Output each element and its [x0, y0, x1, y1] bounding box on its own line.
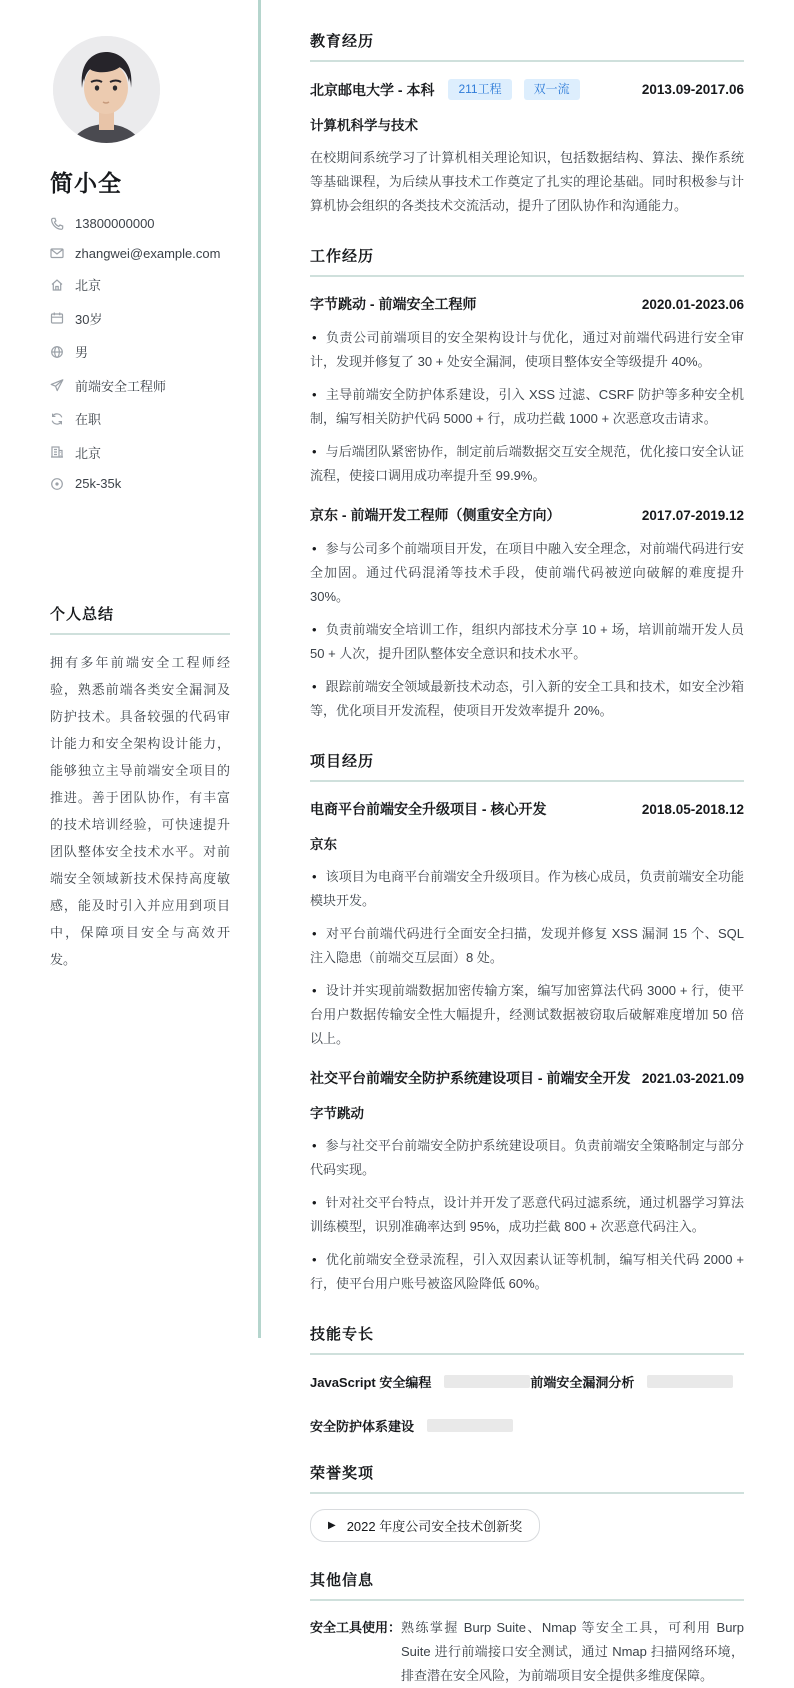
- status-icon: [50, 412, 64, 426]
- salary-icon: [50, 477, 64, 491]
- job-entry: [310, 505, 744, 723]
- other-text: 熟练掌握 Burp Suite、Nmap 等安全工具，可利用 Burp Suite 进行前端接口安全测试，通过 Nmap 扫描网络环境，排查潜在安全风险，为前端项目安全提供多维度保障。: [401, 1620, 744, 1683]
- project-entry: [310, 1068, 744, 1296]
- phone-icon: [50, 217, 64, 231]
- project-entry-head: [310, 1068, 744, 1088]
- education-major: 计算机科学与技术: [310, 118, 418, 133]
- bullet-dot: •: [312, 330, 317, 345]
- bullet-text: 负责公司前端项目的安全架构设计与优化，通过对前端代码进行安全审计，发现并修复了 30 + 处安全漏洞，使项目整体安全等级提升 40%。: [310, 330, 744, 369]
- bullet-dot: •: [312, 1195, 317, 1210]
- other-title: 其他信息: [310, 1569, 744, 1601]
- job-heading: 京东 - 前端开发工程师（侧重安全方向）: [310, 507, 561, 523]
- bullet-item: [310, 922, 744, 970]
- bullet-text: 对平台前端代码进行全面安全扫描，发现并修复 XSS 漏洞 15 个、SQL 注入隐患（前端交互层面）8 处。: [310, 926, 744, 965]
- bullet-dot: •: [312, 1138, 317, 1153]
- email-icon: [50, 246, 64, 260]
- summary-text: 拥有多年前端安全工程师经验，熟悉前端各类安全漏洞及防护技术。具备较强的代码审计能力和安全架构设计能力，能够独立主导前端安全项目的推进。善于团队协作，有丰富的技术培训经验，可快速提升团队整体安全技术水平。对前端安全领域新技术保持高度敏感，能及时引入并应用到项目中，保障项目安全与高效开发。: [50, 655, 230, 967]
- skill-bar: [444, 1375, 530, 1388]
- contact-age: [50, 309, 230, 328]
- bullet-item: [310, 537, 744, 609]
- bullet-dot: •: [312, 869, 317, 884]
- skill-item: [310, 1372, 530, 1391]
- skills-title: 技能专长: [310, 1323, 744, 1355]
- section-honors: [310, 1462, 744, 1542]
- bullet-item: [310, 675, 744, 723]
- skill-item: [530, 1372, 744, 1391]
- avatar-illustration: [53, 36, 160, 143]
- project-entry: [310, 799, 744, 1051]
- honor-item[interactable]: [310, 1509, 540, 1542]
- job-date: 2020.01-2023.06: [641, 296, 744, 312]
- job-entry-head: [310, 505, 744, 525]
- bullet-text: 设计并实现前端数据加密传输方案，编写加密算法代码 3000 + 行，使平台用户数据传输安全性大幅提升，经测试数据被窃取后破解难度增加 50 倍以上。: [310, 983, 744, 1046]
- job-bullets: [310, 537, 744, 723]
- contact-status: [50, 409, 230, 428]
- avatar: [53, 36, 160, 143]
- bullet-text: 针对社交平台特点，设计并开发了恶意代码过滤系统，通过机器学习算法训练模型，识别准确率达到 95%，成功拦截 800 + 次恶意代码注入。: [310, 1195, 744, 1234]
- job-entry: [310, 294, 744, 488]
- bullet-item: [310, 440, 744, 488]
- honor-text: 2022 年度公司安全技术创新奖: [346, 1519, 523, 1534]
- contact-phone-text: 13800000000: [75, 216, 155, 231]
- contact-work-city: [50, 443, 230, 462]
- bullet-dot: •: [312, 983, 317, 998]
- bullet-dot: •: [312, 622, 317, 637]
- skill-label: 前端安全漏洞分析: [530, 1375, 635, 1390]
- home-icon: [50, 278, 64, 292]
- bullet-text: 主导前端安全防护体系建设，引入 XSS 过滤、CSRF 防护等多种安全机制，编写相关防护代码 5000 + 行，成功拦截 1000 + 次恶意攻击请求。: [310, 387, 744, 426]
- contact-work-city-text: 北京: [75, 445, 102, 461]
- project-bullets: [310, 865, 744, 1051]
- section-other: [310, 1569, 744, 1688]
- project-date: 2018.05-2018.12: [641, 801, 744, 817]
- summary-section: [50, 603, 230, 973]
- education-entry-head: [310, 79, 744, 100]
- person-name: 简小全: [50, 170, 122, 196]
- bullet-dot: •: [312, 926, 317, 941]
- project-company: 字节跳动: [310, 1106, 364, 1121]
- bullet-text: 优化前端安全登录流程，引入双因素认证等机制，编写相关代码 2000 + 行，使平台用户账号被盗风险降低 60%。: [310, 1252, 744, 1291]
- summary-title: 个人总结: [50, 603, 230, 635]
- contact-salary-text: 25k-35k: [75, 476, 122, 491]
- contact-job-intention-text: 前端安全工程师: [75, 378, 167, 394]
- honors-title: 荣誉奖项: [310, 1462, 744, 1494]
- skill-grid: [310, 1372, 744, 1435]
- education-badges: [448, 79, 579, 100]
- bullet-item: [310, 618, 744, 666]
- bullet-text: 参与公司多个前端项目开发，在项目中融入安全理念，对前端代码进行安全加固。通过代码混淆等技术手段，使前端代码被逆向破解的难度提升 30%。: [310, 541, 744, 604]
- other-label: 安全工具使用：: [310, 1620, 402, 1635]
- skill-label: 安全防护体系建设: [310, 1419, 415, 1434]
- bullet-item: [310, 979, 744, 1051]
- section-skills: [310, 1323, 744, 1435]
- building-icon: [50, 445, 64, 459]
- job-bullets: [310, 326, 744, 488]
- bullet-text: 跟踪前端安全领域最新技术动态，引入新的安全工具和技术，如安全沙箱等，优化项目开发流程，使项目开发效率提升 20%。: [310, 679, 744, 718]
- bullet-text: 参与社交平台前端安全防护系统建设项目。负责前端安全策略制定与部分代码实现。: [310, 1138, 744, 1177]
- badge-double-first-class: 双一流: [524, 79, 580, 100]
- section-projects: [310, 750, 744, 1296]
- contact-list: [50, 216, 230, 491]
- contact-job-intention: [50, 376, 230, 395]
- bullet-dot: •: [312, 444, 317, 459]
- contact-email-text: zhangwei@example.com: [75, 245, 221, 261]
- bullet-text: 负责前端安全培训工作，组织内部技术分享 10 + 场，培训前端开发人员 50 + 人次，提升团队整体安全意识和技术水平。: [310, 622, 744, 661]
- contact-city: [50, 275, 230, 294]
- bullet-item: [310, 1191, 744, 1239]
- contact-city-text: 北京: [75, 278, 102, 293]
- bullet-item: [310, 326, 744, 374]
- project-bullets: [310, 1134, 744, 1296]
- bullet-text: 该项目为电商平台前端安全升级项目。作为核心成员，负责前端安全功能模块开发。: [310, 869, 744, 908]
- contact-phone: [50, 216, 230, 231]
- section-education: [310, 30, 744, 218]
- job-heading: 字节跳动 - 前端安全工程师: [310, 296, 477, 312]
- project-heading: 电商平台前端安全升级项目 - 核心开发: [310, 801, 547, 817]
- project-heading: 社交平台前端安全防护系统建设项目 - 前端安全开发: [310, 1070, 631, 1086]
- project-company: 京东: [310, 837, 337, 852]
- bullet-dot: •: [312, 541, 317, 556]
- education-description: 在校期间系统学习了计算机相关理论知识，包括数据结构、算法、操作系统等基础课程，为后续从事技术工作奠定了扎实的理论基础。同时积极参与计算机协会组织的各类技术交流活动，提升了团队协作和沟通能力。: [310, 150, 744, 213]
- play-triangle-icon: ▶: [328, 1519, 336, 1531]
- projects-title: 项目经历: [310, 750, 744, 782]
- contact-status-text: 在职: [75, 412, 102, 427]
- other-row: [310, 1616, 744, 1688]
- work-title: 工作经历: [310, 245, 744, 277]
- badge-211: 211工程: [448, 79, 511, 100]
- bullet-dot: •: [312, 387, 317, 402]
- bullet-item: [310, 1134, 744, 1182]
- main-column: [261, 0, 794, 1683]
- contact-email: [50, 246, 230, 261]
- skill-label: JavaScript 安全编程: [310, 1375, 432, 1390]
- sidebar: [0, 0, 261, 1338]
- job-date: 2017.07-2019.12: [641, 507, 744, 523]
- bullet-dot: •: [312, 679, 317, 694]
- bullet-item: [310, 1248, 744, 1296]
- project-entry-head: [310, 799, 744, 819]
- section-work: [310, 245, 744, 723]
- contact-salary: [50, 476, 230, 491]
- paper-plane-icon: [50, 378, 64, 392]
- skill-bar: [427, 1419, 513, 1432]
- contact-gender: [50, 342, 230, 361]
- education-school: 北京邮电大学 - 本科: [310, 81, 435, 98]
- age-icon: [50, 311, 64, 325]
- skill-item: [310, 1416, 530, 1435]
- gender-icon: [50, 345, 64, 359]
- job-entry-head: [310, 294, 744, 314]
- skill-bar: [647, 1375, 733, 1388]
- project-date: 2021.03-2021.09: [641, 1070, 744, 1086]
- contact-age-text: 30岁: [75, 311, 103, 327]
- bullet-item: [310, 865, 744, 913]
- contact-gender-text: 男: [75, 345, 89, 360]
- bullet-item: [310, 383, 744, 431]
- education-title: 教育经历: [310, 30, 744, 62]
- bullet-dot: •: [312, 1252, 317, 1267]
- education-date: 2013.09-2017.06: [641, 82, 744, 97]
- bullet-text: 与后端团队紧密协作，制定前后端数据交互安全规范，优化接口安全认证流程，使接口调用成功率提升至 99.9%。: [310, 444, 744, 483]
